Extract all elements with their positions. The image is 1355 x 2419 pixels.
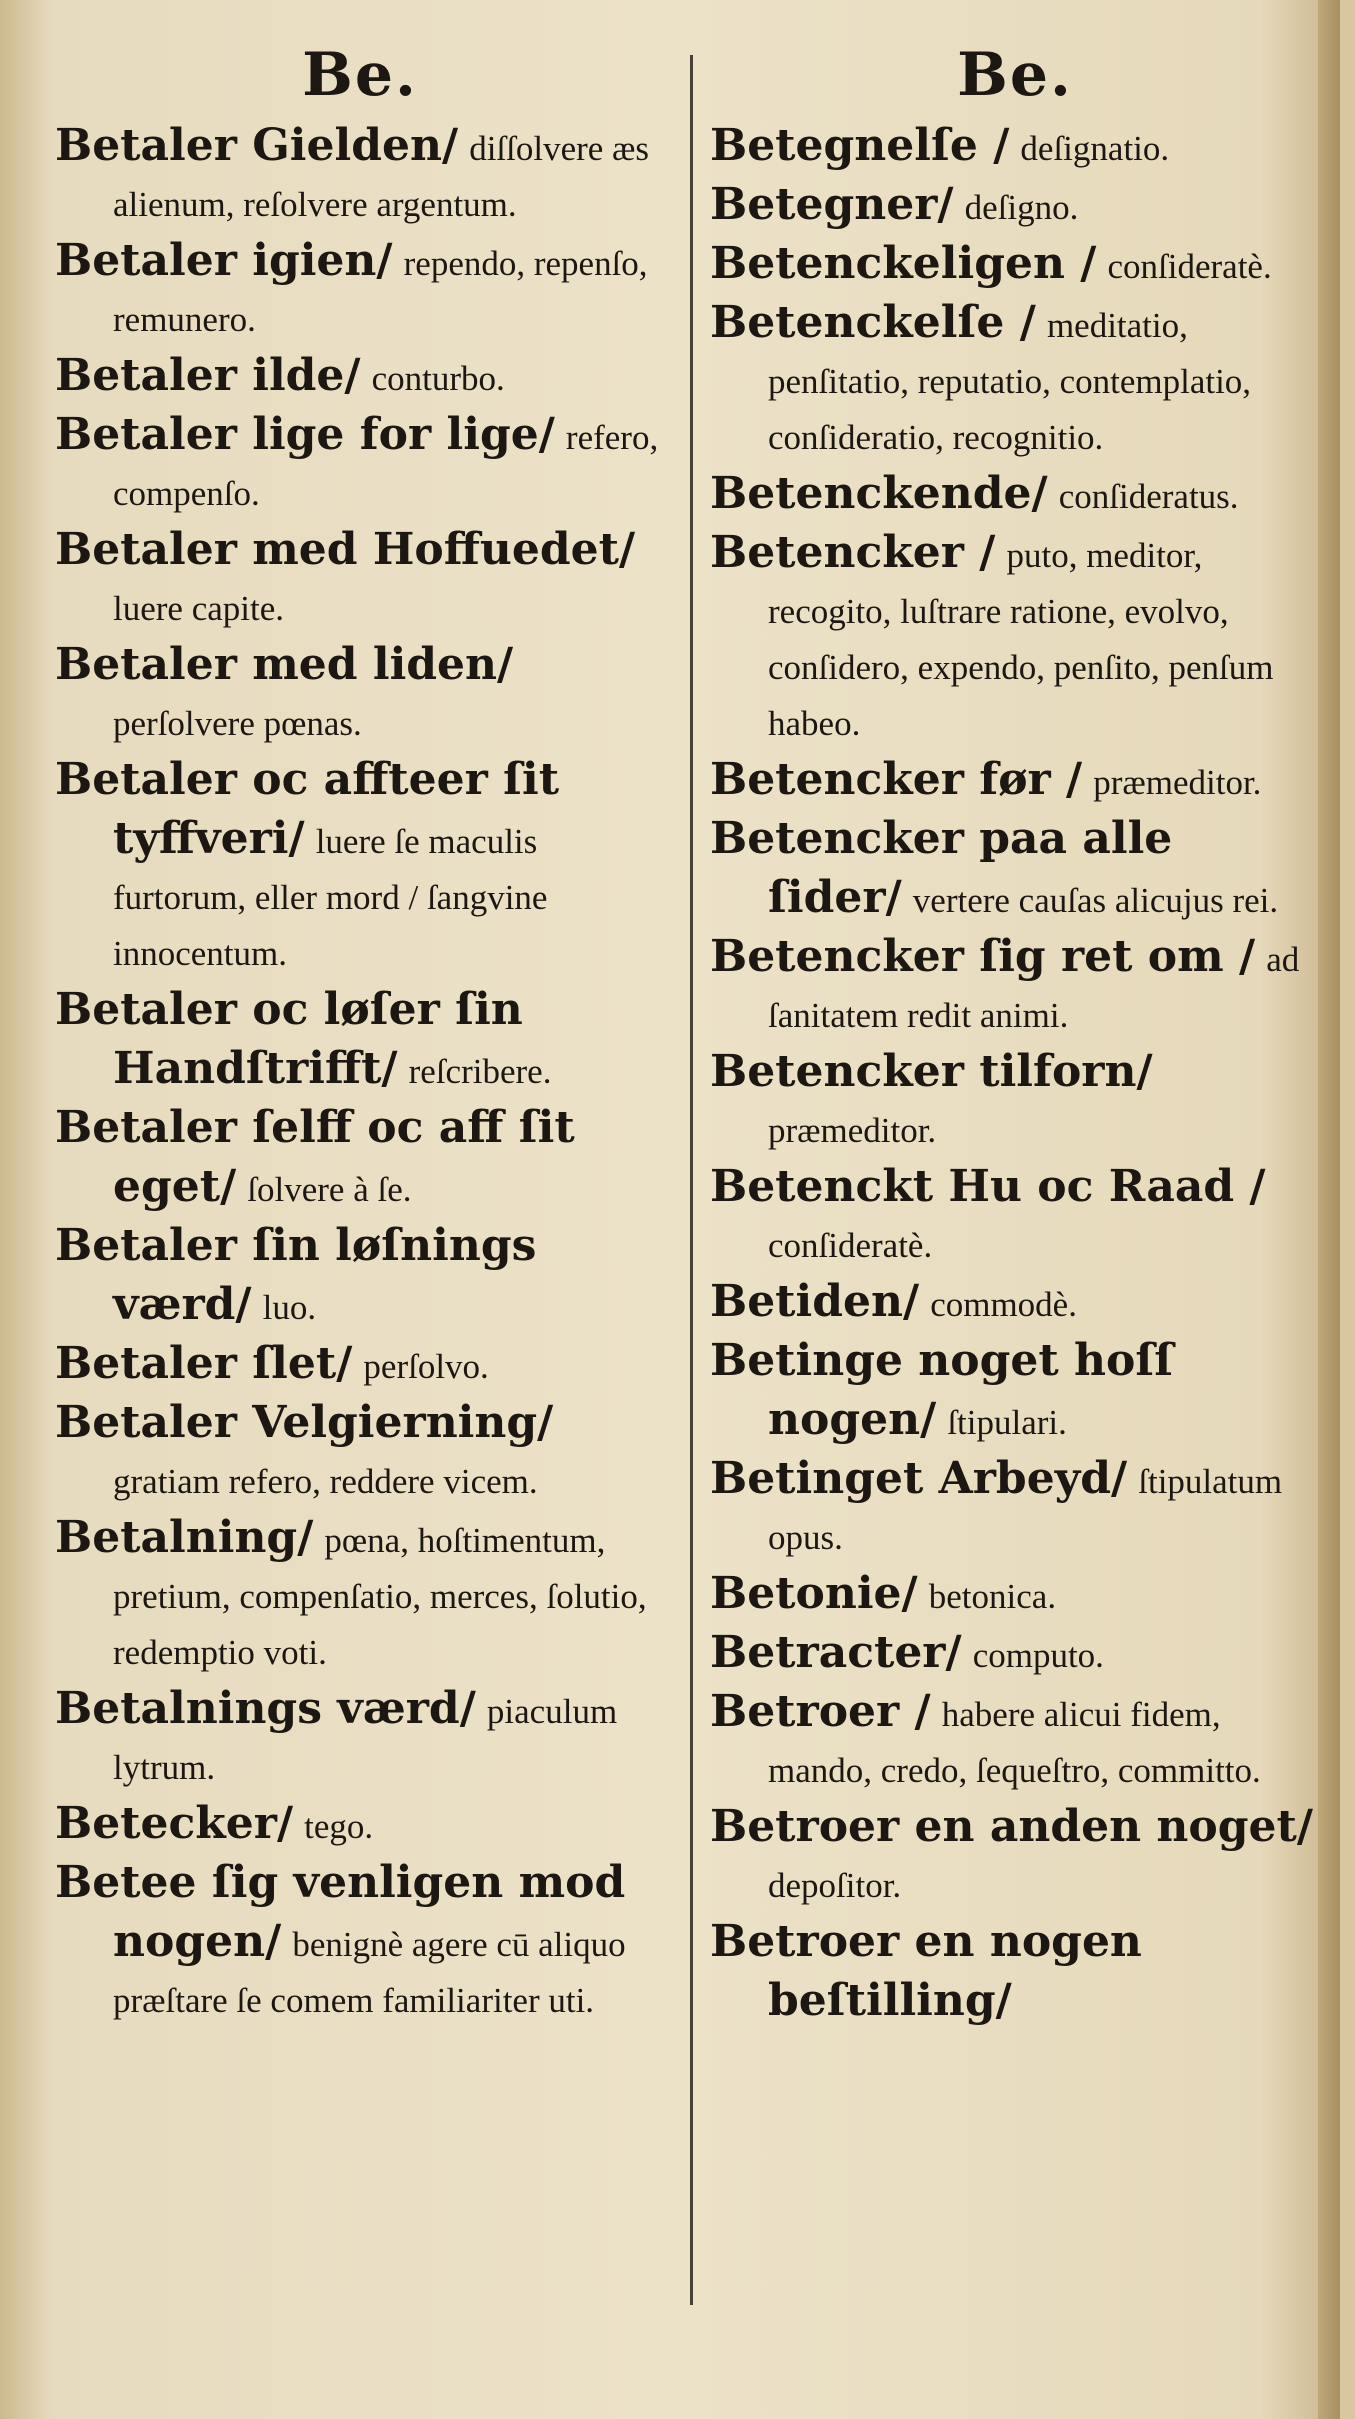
dictionary-entry	[55, 348, 665, 407]
entry-headword: Betroer en nogen beſtilling/	[710, 1916, 1142, 2026]
entry-gloss: perſolvere pœnas.	[113, 704, 362, 743]
entry-headword: Betee ſig venligen mod nogen/	[55, 1857, 626, 1967]
dictionary-entry	[55, 1218, 665, 1336]
entry-gloss: depoſitor.	[768, 1866, 902, 1905]
entry-headword: Betalnings værd/	[55, 1683, 476, 1734]
entry-headword: Betaler med liden/	[55, 639, 514, 690]
dictionary-entry	[710, 118, 1320, 177]
entry-headword: Betiden/	[710, 1276, 920, 1327]
entry-headword: Betalning/	[55, 1512, 314, 1563]
dictionary-entry	[55, 522, 665, 637]
dictionary-entry	[710, 929, 1320, 1044]
entry-gloss: pœna, hoſtimentum, pretium, compenſatio, merces, ſolutio, redemptio voti.	[113, 1521, 647, 1672]
entry-gloss: luo.	[262, 1288, 317, 1327]
dictionary-entry	[55, 233, 665, 348]
entry-gloss: piaculum lytrum.	[113, 1692, 618, 1787]
entry-headword: Betegnelſe /	[710, 120, 1010, 171]
entry-headword: Betonie/	[710, 1568, 918, 1619]
entry-gloss: præmeditor.	[768, 1111, 937, 1150]
entry-gloss: habere alicui fidem, mando, credo, ſequeſtro, committo.	[768, 1695, 1261, 1790]
column-divider	[690, 55, 693, 2305]
entry-gloss: puto, meditor, recogito, luſtrare ratione, evolvo, conſidero, expendo, penſito, penſum habeo.	[768, 536, 1274, 743]
dictionary-entry	[55, 1395, 665, 1510]
page-edge	[1318, 0, 1340, 2419]
entry-headword: Betenckelſe /	[710, 297, 1036, 348]
dictionary-entry	[710, 1451, 1320, 1566]
entry-headword: Betinge noget hoſſ nogen/	[710, 1335, 1174, 1445]
entry-gloss: refero, compenſo.	[113, 418, 659, 513]
entry-gloss: ad ſanitatem redit animi.	[768, 940, 1300, 1035]
entry-gloss: conſideratè.	[768, 1226, 933, 1265]
entry-gloss: conſideratus.	[1058, 477, 1239, 516]
dictionary-entry	[55, 982, 665, 1100]
dictionary-entry	[710, 236, 1320, 295]
entry-headword: Betencker /	[710, 527, 996, 578]
entry-gloss: tego.	[304, 1807, 374, 1846]
dictionary-entry	[55, 637, 665, 752]
dictionary-entry	[55, 407, 665, 522]
entry-gloss: vertere cauſas alicujus rei.	[912, 881, 1279, 920]
right-entries	[710, 118, 1320, 2032]
entry-headword: Betracter/	[710, 1627, 962, 1678]
entry-headword: Betencker ſig ret om /	[710, 931, 1256, 982]
entry-headword: Betaler oc løſer ſin Handſtrifft/	[55, 984, 523, 1094]
dictionary-entry	[710, 1625, 1320, 1684]
left-column	[55, 40, 665, 2029]
dictionary-entry	[710, 1684, 1320, 1799]
entry-headword: Betegner/	[710, 179, 954, 230]
entry-headword: Betroer /	[710, 1686, 931, 1737]
entry-gloss: benignè agere cū aliquo præſtare ſe comem familiariter uti.	[113, 1925, 626, 2020]
entry-gloss: perſolvo.	[363, 1347, 489, 1386]
entry-headword: Betaler lige for lige/	[55, 409, 555, 460]
entry-headword: Betinget Arbeyd/	[710, 1453, 1128, 1504]
dictionary-entry	[710, 1914, 1320, 2032]
entry-headword: Betecker/	[55, 1798, 294, 1849]
dictionary-entry	[710, 1333, 1320, 1451]
entry-headword: Betaler ſlet/	[55, 1338, 353, 1389]
entry-headword: Betaler ſin løſnings værd/	[55, 1220, 537, 1330]
entry-headword: Betencker før /	[710, 754, 1083, 805]
entry-gloss: præmeditor.	[1093, 763, 1262, 802]
entry-gloss: meditatio, penſitatio, reputatio, contemplatio, conſideratio, recognitio.	[768, 306, 1252, 457]
dictionary-entry	[710, 752, 1320, 811]
left-entries	[55, 118, 665, 2029]
entry-gloss: ſtipulari.	[947, 1403, 1067, 1442]
dictionary-entry	[710, 1274, 1320, 1333]
right-column-header: Be.	[957, 40, 1073, 110]
right-column	[710, 40, 1320, 2032]
entry-gloss: ſolvere à ſe.	[247, 1170, 412, 1209]
entry-gloss: deſignatio.	[1020, 129, 1170, 168]
dictionary-entry	[55, 1855, 665, 2029]
dictionary-entry	[55, 1681, 665, 1796]
dictionary-entry	[710, 525, 1320, 752]
entry-headword: Betenckt Hu oc Raad /	[710, 1161, 1266, 1212]
entry-gloss: commodè.	[930, 1285, 1077, 1324]
entry-headword: Betaler med Hoffuedet/	[55, 524, 636, 575]
entry-headword: Betroer en anden noget/	[710, 1801, 1313, 1852]
dictionary-entry	[710, 466, 1320, 525]
dictionary-entry	[710, 1799, 1320, 1914]
dictionary-entry	[55, 1510, 665, 1681]
entry-headword: Betaler ſelff oc aff ſit eget/	[55, 1102, 575, 1212]
dictionary-entry	[55, 1100, 665, 1218]
entry-gloss: rependo, repenſo, remunero.	[113, 244, 648, 339]
entry-headword: Betenckende/	[710, 468, 1048, 519]
entry-headword: Betencker paa alle ſider/	[710, 813, 1173, 923]
dictionary-entry	[710, 1159, 1320, 1274]
entry-gloss: betonica.	[928, 1577, 1057, 1616]
entry-gloss: deſigno.	[964, 188, 1079, 227]
entry-gloss: luere capite.	[113, 589, 285, 628]
dictionary-entry	[55, 118, 665, 233]
entry-headword: Betaler Gielden/	[55, 120, 459, 171]
entry-headword: Betencker tilforn/	[710, 1046, 1153, 1097]
entry-gloss: conturbo.	[371, 359, 505, 398]
left-column-header: Be.	[302, 40, 418, 110]
dictionary-entry	[710, 295, 1320, 466]
entry-gloss: gratiam refero, reddere vicem.	[113, 1462, 538, 1501]
entry-gloss: reſcribere.	[408, 1052, 552, 1091]
entry-headword: Betaler Velgierning/	[55, 1397, 554, 1448]
entry-headword: Betaler ilde/	[55, 350, 361, 401]
entry-gloss: ſtipulatum opus.	[768, 1462, 1283, 1557]
dictionary-entry	[55, 1336, 665, 1395]
dictionary-entry	[710, 811, 1320, 929]
dictionary-entry	[710, 1566, 1320, 1625]
entry-gloss: luere ſe maculis furtorum, eller mord / ſangvine innocentum.	[113, 822, 548, 973]
dictionary-entry	[710, 177, 1320, 236]
entry-headword: Betaler igien/	[55, 235, 393, 286]
entry-gloss: computo.	[972, 1636, 1104, 1675]
dictionary-entry	[710, 1044, 1320, 1159]
entry-headword: Betaler oc affteer ſit tyffveri/	[55, 754, 560, 864]
entry-gloss: conſideratè.	[1107, 247, 1272, 286]
dictionary-entry	[55, 752, 665, 982]
entry-gloss: diſſolvere æs alienum, reſolvere argentum.	[113, 129, 650, 224]
dictionary-entry	[55, 1796, 665, 1855]
entry-headword: Betenckeligen /	[710, 238, 1097, 289]
